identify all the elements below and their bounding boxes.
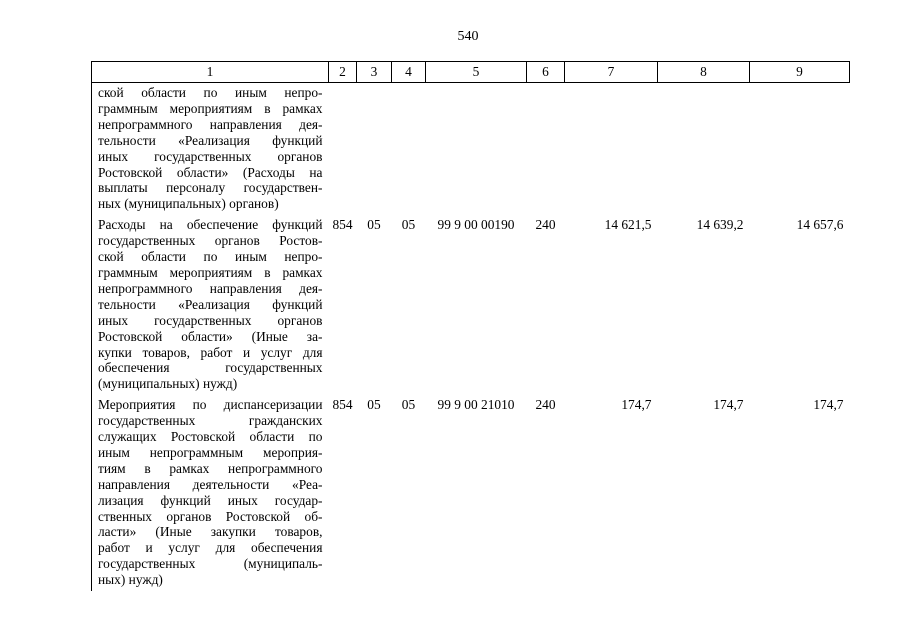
- description-line: выплаты персоналу государствен-: [98, 180, 323, 196]
- description-line: государственных органов Ростов-: [98, 233, 323, 249]
- column-header-3: 3: [357, 62, 392, 83]
- cell-amount-1: 174,7: [621, 397, 652, 413]
- cell-section: 05: [367, 397, 381, 413]
- description-line: государственных (муниципаль-: [98, 556, 323, 572]
- page-number: 540: [457, 29, 479, 44]
- description-line: ных (муниципальных) органов): [98, 196, 279, 212]
- description-line: Ростовской области» (Расходы на: [98, 164, 323, 180]
- cell-amount-3: [750, 83, 850, 216]
- cell-amount-3: 174,7: [813, 397, 844, 413]
- description-line: купки товаров, работ и услуг для: [98, 344, 323, 360]
- description-line: ных) нужд): [98, 572, 163, 588]
- column-header-7: 7: [565, 62, 658, 83]
- description-line: Ростовской области» (Иные за-: [98, 328, 323, 344]
- row-description: [92, 83, 329, 216]
- description-line: служащих Ростовской области по: [98, 429, 323, 445]
- description-line: направления деятельности «Реа-: [98, 476, 323, 492]
- budget-table: [91, 61, 850, 591]
- description-line: граммным мероприятиям в рамках: [98, 100, 323, 116]
- description-line: граммным мероприятиям в рамках: [98, 264, 323, 280]
- column-header-4: 4: [392, 62, 426, 83]
- description-line: обеспечения государственных: [98, 360, 323, 376]
- cell-target-article: 99 9 00 21010: [437, 397, 515, 413]
- cell-target-article: [426, 83, 527, 216]
- description-line: ской области по иным непро-: [98, 85, 323, 100]
- cell-subsection: 05: [401, 217, 416, 233]
- cell-section: 05: [367, 217, 381, 233]
- header-row: [92, 62, 850, 83]
- column-header-9: 9: [750, 62, 850, 83]
- cell-expense-type: 240: [535, 217, 556, 233]
- cell-expense-type: 240: [535, 397, 556, 413]
- description-line: Расходы на обеспечение функций: [98, 217, 323, 233]
- column-header-6: 6: [527, 62, 565, 83]
- row-description: [92, 215, 329, 395]
- column-header-2: 2: [329, 62, 357, 83]
- description-line: иных государственных органов: [98, 312, 323, 328]
- cell-ministry-code: [329, 83, 357, 216]
- table-row: [92, 215, 850, 395]
- cell-amount-2: 174,7: [713, 397, 744, 413]
- cell-target-article: 99 9 00 00190: [437, 217, 515, 233]
- description-line: иных государственных органов: [98, 148, 323, 164]
- table-body: [92, 83, 850, 592]
- description-line: лизация функций иных государ-: [98, 492, 323, 508]
- description-line: ласти» (Иные закупки товаров,: [98, 524, 323, 540]
- cell-subsection: 05: [401, 397, 416, 413]
- cell-amount-2: [658, 83, 750, 216]
- cell-ministry-code: 854: [332, 397, 353, 413]
- table-header: [92, 62, 850, 83]
- description-line: иным непрограммным мероприя-: [98, 444, 323, 460]
- cell-section: [357, 83, 392, 216]
- description-line: ской области по иным непро-: [98, 249, 323, 265]
- table-row: [92, 83, 850, 216]
- description-line: (муниципальных) нужд): [98, 376, 238, 392]
- description-line: непрограммного направления дея-: [98, 116, 323, 132]
- table-row: [92, 395, 850, 591]
- cell-amount-1: [565, 83, 658, 216]
- description-line: Мероприятия по диспансеризации: [98, 397, 323, 413]
- column-header-8: 8: [658, 62, 750, 83]
- cell-amount-1: 14 621,5: [604, 217, 652, 233]
- description-line: тельности «Реализация функций: [98, 132, 323, 148]
- column-header-5: 5: [426, 62, 527, 83]
- cell-amount-2: 14 639,2: [696, 217, 744, 233]
- cell-expense-type: [527, 83, 565, 216]
- description-line: государственных гражданских: [98, 413, 323, 429]
- cell-ministry-code: 854: [332, 217, 353, 233]
- description-line: непрограммного направления дея-: [98, 280, 323, 296]
- description-line: работ и услуг для обеспечения: [98, 540, 323, 556]
- column-header-1: 1: [92, 62, 329, 83]
- cell-subsection: [392, 83, 426, 216]
- cell-amount-3: 14 657,6: [796, 217, 844, 233]
- description-line: ственных органов Ростовской об-: [98, 508, 323, 524]
- row-description: [92, 395, 329, 591]
- description-line: тельности «Реализация функций: [98, 296, 323, 312]
- description-line: тиям в рамках непрограммного: [98, 460, 323, 476]
